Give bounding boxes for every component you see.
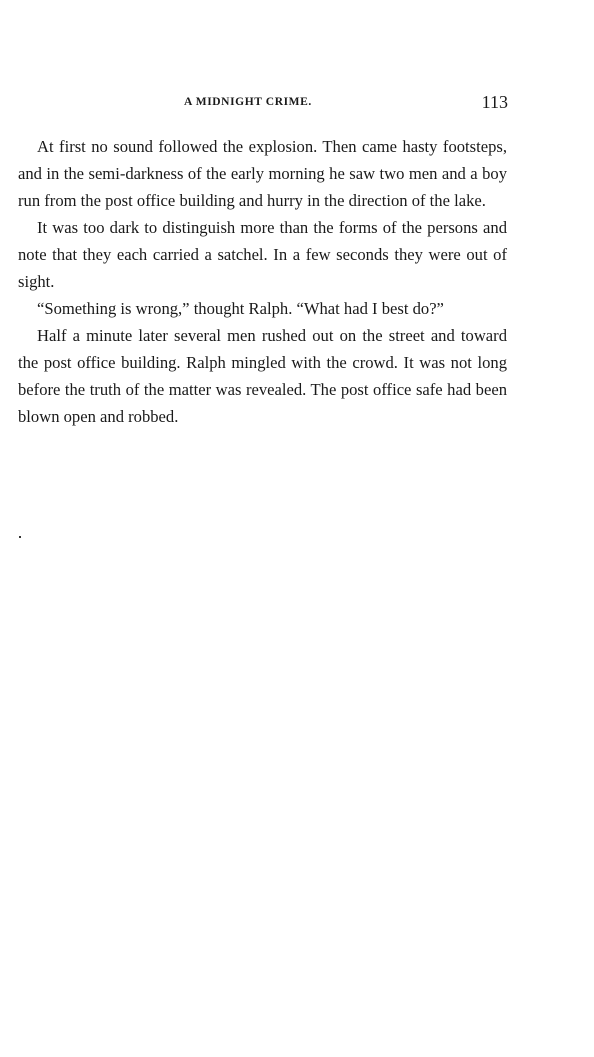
page-number: 113: [481, 92, 508, 112]
chapter-title: A MIDNIGHT CRIME.: [184, 96, 312, 108]
body-text: [18, 133, 507, 430]
paragraph: Half a minute later several men rushed out on the street and toward the post office building. Ralph mingled with the crowd. It was not long before the truth of the matter was revealed. The post office safe had been blown open and robbed.: [18, 326, 507, 426]
paragraph: “Something is wrong,” thought Ralph. “What had I best do?”: [37, 299, 444, 318]
print-speck: [19, 536, 21, 538]
paragraph: At first no sound followed the explosion. Then came hasty footsteps, and in the semi-darkness of the early morning he saw two men and a boy run from the post office building and hurry in the direction of the lake.: [18, 137, 507, 210]
paragraph: It was too dark to distinguish more than the forms of the persons and note that they each carried a satchel. In a few seconds they were out of sight.: [18, 218, 507, 291]
running-head: [18, 92, 508, 116]
